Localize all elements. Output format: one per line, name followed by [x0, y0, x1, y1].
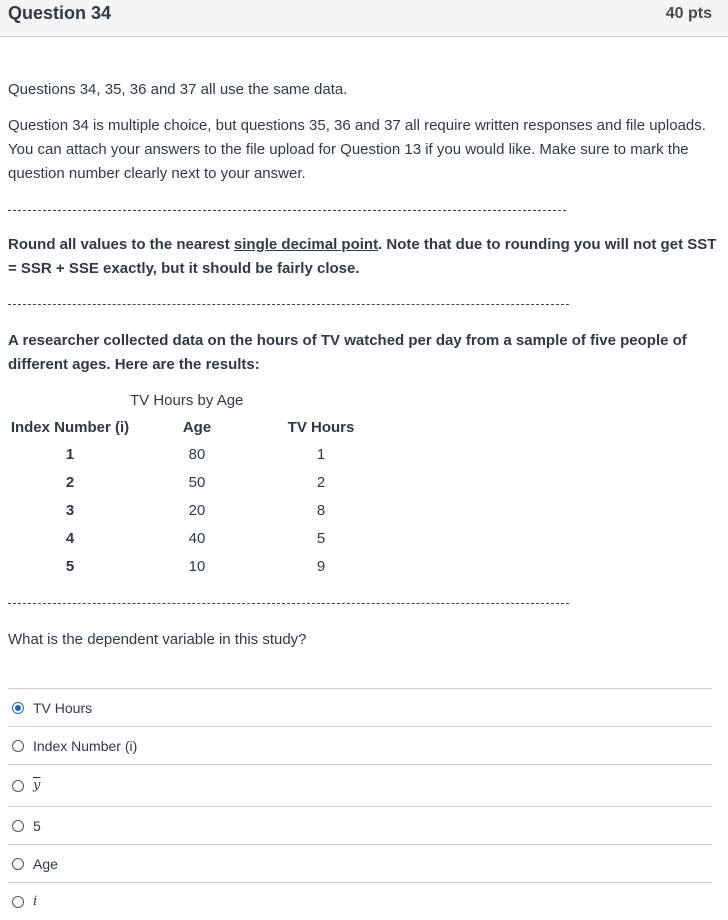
answer-label: Index Number (i): [33, 737, 138, 754]
table-header-row: [8, 414, 380, 440]
table-row: [8, 496, 380, 524]
radio-button[interactable]: [12, 858, 24, 870]
cell-tv-hours: 8: [316, 501, 326, 519]
cell-tv-hours: 5: [316, 529, 326, 547]
study-description: A researcher collected data on the hours of TV watched per day from a sample of five people of different ages. Here are the results:: [8, 332, 687, 373]
column-header-age: Age: [182, 418, 212, 436]
divider: [8, 210, 566, 211]
cell-index: 3: [65, 501, 75, 519]
radio-button[interactable]: [12, 820, 24, 832]
data-table: [8, 414, 380, 580]
cell-index: 4: [65, 529, 75, 547]
answer-choices: [8, 688, 712, 920]
cell-tv-hours: 2: [316, 473, 326, 491]
answer-choice[interactable]: [8, 882, 712, 920]
table-row: [8, 524, 380, 552]
table-caption: TV Hours by Age: [130, 392, 244, 409]
divider: [8, 603, 569, 604]
divider: [8, 304, 569, 305]
answer-label: TV Hours: [33, 699, 93, 716]
table-row: [8, 440, 380, 468]
cell-age: 80: [188, 445, 206, 463]
answer-choice[interactable]: [8, 844, 712, 882]
question-header: [0, 0, 728, 37]
answer-label: i: [33, 894, 38, 909]
answer-label: Age: [33, 855, 58, 872]
answer-choice[interactable]: [8, 726, 712, 764]
cell-age: 50: [188, 473, 206, 491]
radio-button[interactable]: [12, 702, 24, 714]
answer-label: 5: [33, 817, 41, 834]
cell-index: 1: [65, 445, 75, 463]
cell-age: 10: [188, 557, 206, 575]
table-row: [8, 552, 380, 580]
answer-choice[interactable]: [8, 688, 712, 726]
intro-line-2: Question 34 is multiple choice, but questions 35, 36 and 37 all require written responses and file uploads. You can attach your answers to the file upload for Question 13 if you would like. Make sure to mark the question number clearly next to your answer.: [8, 117, 706, 182]
column-header-index: Index Number (i): [10, 418, 130, 436]
answer-choice[interactable]: [8, 806, 712, 844]
question-prompt: What is the dependent variable in this study?: [8, 631, 307, 648]
question-title: Question 34: [8, 3, 112, 23]
table-row: [8, 468, 380, 496]
radio-button[interactable]: [12, 780, 24, 792]
radio-button[interactable]: [12, 740, 24, 752]
column-header-tv-hours: TV Hours: [287, 418, 355, 436]
intro-line-1: Questions 34, 35, 36 and 37 all use the same data.: [8, 81, 348, 98]
rounding-instruction: Round all values to the nearest single decimal point. Note that due to rounding you will not get SST = SSR + SSE exactly, but it should be fairly close.: [8, 236, 717, 277]
question-points: 40 pts: [665, 5, 712, 22]
cell-age: 40: [188, 529, 206, 547]
cell-index: 5: [65, 557, 75, 575]
cell-tv-hours: 9: [316, 557, 326, 575]
radio-button[interactable]: [12, 896, 24, 908]
cell-age: 20: [188, 501, 206, 519]
answer-label: $\overline{y}$: [33, 778, 41, 793]
cell-tv-hours: 1: [316, 445, 326, 463]
answer-choice[interactable]: [8, 764, 712, 806]
cell-index: 2: [65, 473, 75, 491]
